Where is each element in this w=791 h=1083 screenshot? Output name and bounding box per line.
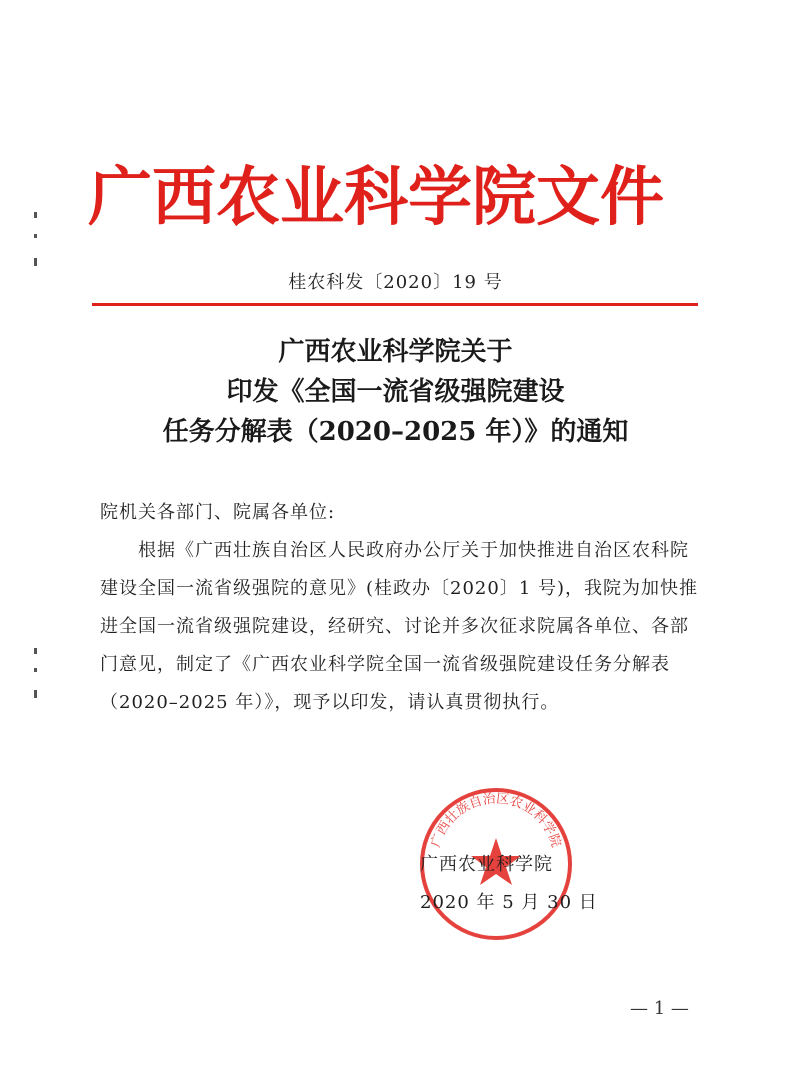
binding-mark <box>34 668 37 672</box>
document-number: 桂农科发〔2020〕19 号 <box>288 272 503 293</box>
binding-mark <box>34 258 37 266</box>
binding-mark <box>34 212 37 218</box>
title-line-1: 广西农业科学院关于 <box>278 337 513 367</box>
title-line-3: 任务分解表（2020–2025 年）》的通知 <box>162 417 629 447</box>
signature-organization: 广西农业科学院 <box>420 854 553 875</box>
body-paragraph: 根据《广西壮族自治区人民政府办公厅关于加快推进自治区农科院建设全国一流省级强院的意见》(桂政办〔2020〕1 号)，我院为加快推进全国一流省级强院建设，经研究、讨论并多次征求院属各单位、各部门意见，制定了《广西农业科学院全国一流省级强院建设任务分解表（2020–2025 年）》，现予以印发，请认真贯彻执行。 <box>100 540 699 713</box>
salutation: 院机关各部门、院属各单位: <box>100 502 336 523</box>
document-body <box>100 494 700 722</box>
page-number: — 1 — <box>630 998 689 1019</box>
signature-date: 2020 年 5 月 30 日 <box>420 892 598 913</box>
issuer-heading: 广西农业科学院文件 <box>88 160 664 235</box>
document-title <box>0 332 791 452</box>
title-line-2: 印发《全国一流省级强院建设 <box>226 377 565 407</box>
binding-mark <box>34 648 37 654</box>
binding-mark <box>34 690 37 698</box>
binding-mark <box>34 234 37 238</box>
seal-text: 广西壮族自治区农业科学院 <box>428 791 564 850</box>
signature-block <box>420 846 600 922</box>
red-divider <box>92 303 698 306</box>
